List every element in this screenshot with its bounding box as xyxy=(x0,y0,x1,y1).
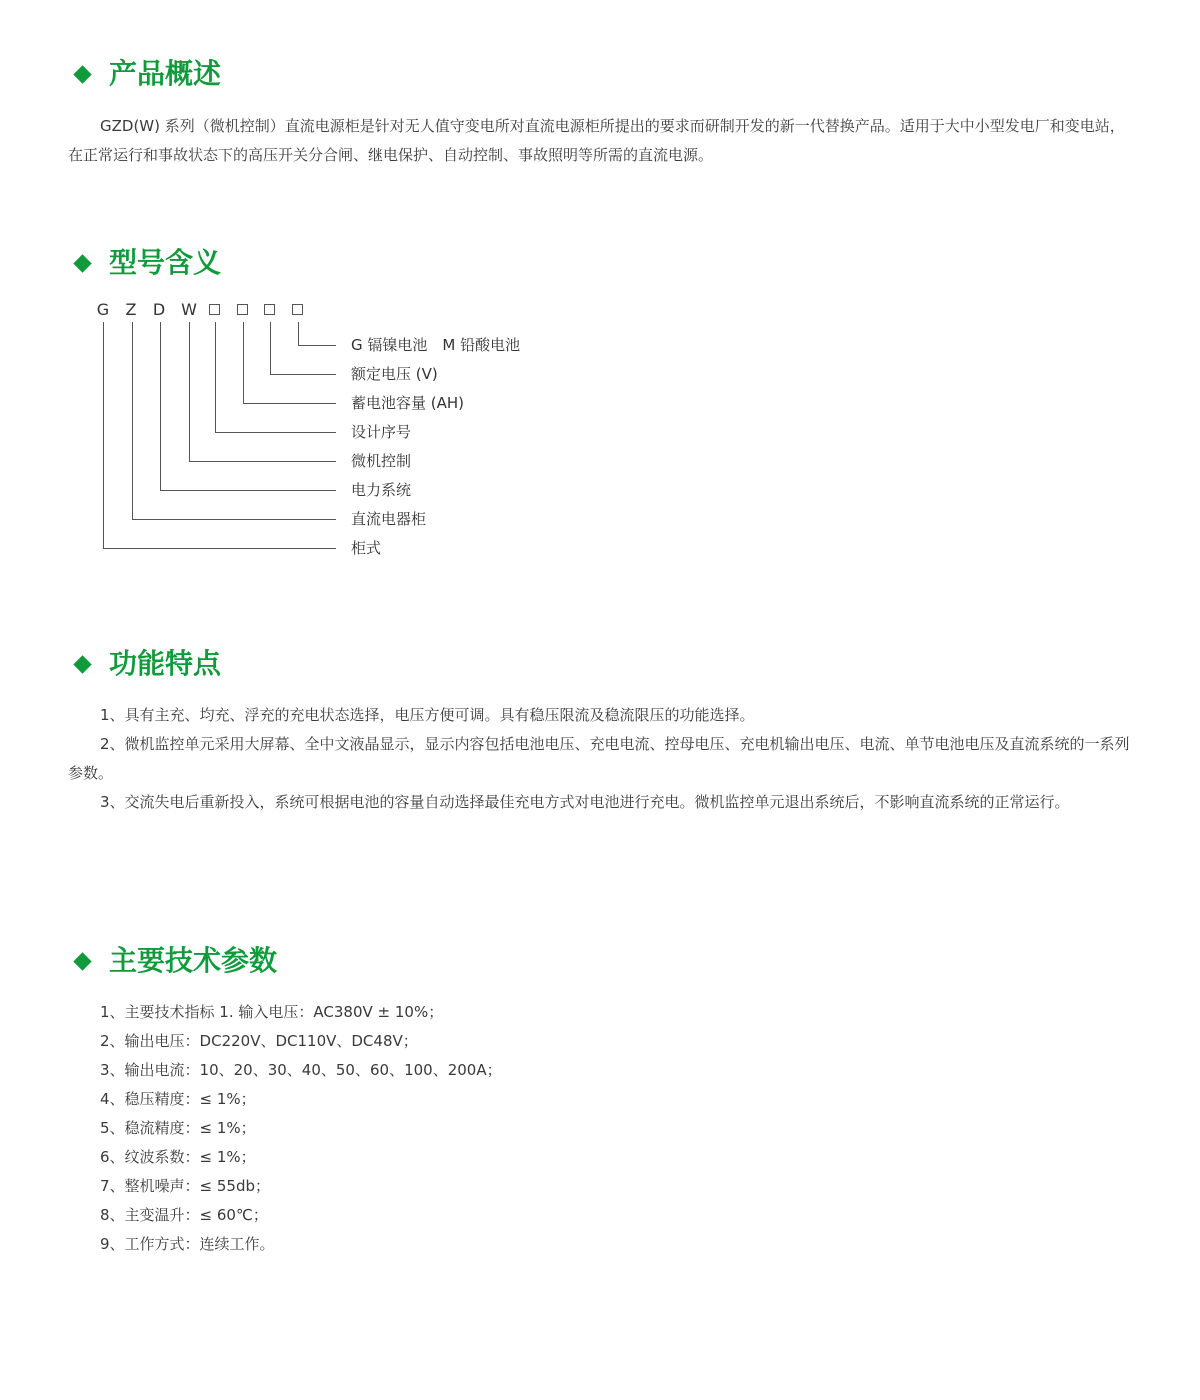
feature-item: 2、微机监控单元采用大屏幕、全中文液晶显示，显示内容包括电池电压、充电电流、控母电压、充电机输出电压、电流、单节电池电压及直流系统的一系列参数。 xyxy=(68,735,1130,782)
code-letter-w: W xyxy=(181,300,197,319)
code-label-power-system: 电力系统 xyxy=(351,481,412,499)
code-label-battery-type: G 镉镍电池 M 铅酸电池 xyxy=(351,336,521,354)
features-heading xyxy=(72,644,221,684)
overview-title: 产品概述 xyxy=(109,57,222,90)
model-title: 型号含义 xyxy=(109,246,222,279)
leader-line xyxy=(132,322,133,519)
spec-item: 3、输出电流：10、20、30、40、50、60、100、200A； xyxy=(100,1061,502,1079)
diamond-bullet-icon xyxy=(73,254,91,272)
spec-item: 5、稳流精度：≤ 1%； xyxy=(100,1119,256,1137)
feature-item: 3、交流失电后重新投入，系统可根据电池的容量自动选择最佳充电方式对电池进行充电。微机监控单元退出系统后，不影响直流系统的正常运行。 xyxy=(100,793,1070,811)
leader-line xyxy=(189,461,336,462)
spec-item: 1、主要技术指标 1. 输入电压：AC380V ± 10%； xyxy=(100,1003,444,1021)
code-letter-d: D xyxy=(152,300,166,319)
diamond-bullet-icon xyxy=(73,952,91,970)
leader-line xyxy=(270,374,336,375)
code-letter-g: G xyxy=(96,300,110,319)
spec-item: 9、工作方式：连续工作。 xyxy=(100,1235,275,1253)
feature-item: 1、具有主充、均充、浮充的充电状态选择，电压方便可调。具有稳压限流及稳流限压的功能选择。 xyxy=(100,706,755,724)
leader-line xyxy=(103,322,104,548)
code-label-microcomputer: 微机控制 xyxy=(351,452,412,470)
leader-line xyxy=(189,322,190,461)
leader-line xyxy=(298,322,299,345)
code-label-battery-capacity: 蓄电池容量 (AH) xyxy=(351,394,465,412)
leader-line xyxy=(243,322,244,403)
overview-text: GZD(W) 系列（微机控制）直流电源柜是针对无人值守变电所对直流电源柜所提出的要求而研制开发的新一代替换产品。适用于大中小型发电厂和变电站，在正常运行和事故状态下的高压开关分合闸、继电保护、自动控制、事故照明等所需的直流电源。 xyxy=(68,117,1125,164)
code-placeholder-box xyxy=(264,304,275,315)
features-title: 功能特点 xyxy=(109,647,222,680)
leader-line xyxy=(132,519,336,520)
leader-line xyxy=(298,345,336,346)
spec-item: 8、主变温升：≤ 60℃； xyxy=(100,1206,268,1224)
leader-line xyxy=(215,322,216,432)
code-label-cabinet-type: 柜式 xyxy=(351,539,382,557)
leader-line xyxy=(160,490,336,491)
spec-item: 4、稳压精度：≤ 1%； xyxy=(100,1090,256,1108)
leader-line xyxy=(103,548,336,549)
code-placeholder-box xyxy=(292,304,303,315)
code-label-design-number: 设计序号 xyxy=(351,423,412,441)
code-label-dc-cabinet: 直流电器柜 xyxy=(351,510,427,528)
leader-line xyxy=(160,322,161,490)
overview-heading xyxy=(72,54,221,94)
specs-title: 主要技术参数 xyxy=(109,944,278,977)
code-letter-z: Z xyxy=(125,300,137,319)
leader-line xyxy=(270,322,271,374)
spec-item: 6、纹波系数：≤ 1%； xyxy=(100,1148,256,1166)
leader-line xyxy=(215,432,336,433)
specs-heading xyxy=(72,941,277,981)
code-placeholder-box xyxy=(237,304,248,315)
leader-line xyxy=(243,403,336,404)
code-placeholder-box xyxy=(209,304,220,315)
spec-item: 7、整机噪声：≤ 55db； xyxy=(100,1177,271,1195)
diamond-bullet-icon xyxy=(73,65,91,83)
diamond-bullet-icon xyxy=(73,655,91,673)
spec-item: 2、输出电压：DC220V、DC110V、DC48V； xyxy=(100,1032,418,1050)
code-label-rated-voltage: 额定电压 (V) xyxy=(351,365,438,383)
model-heading xyxy=(72,243,221,283)
